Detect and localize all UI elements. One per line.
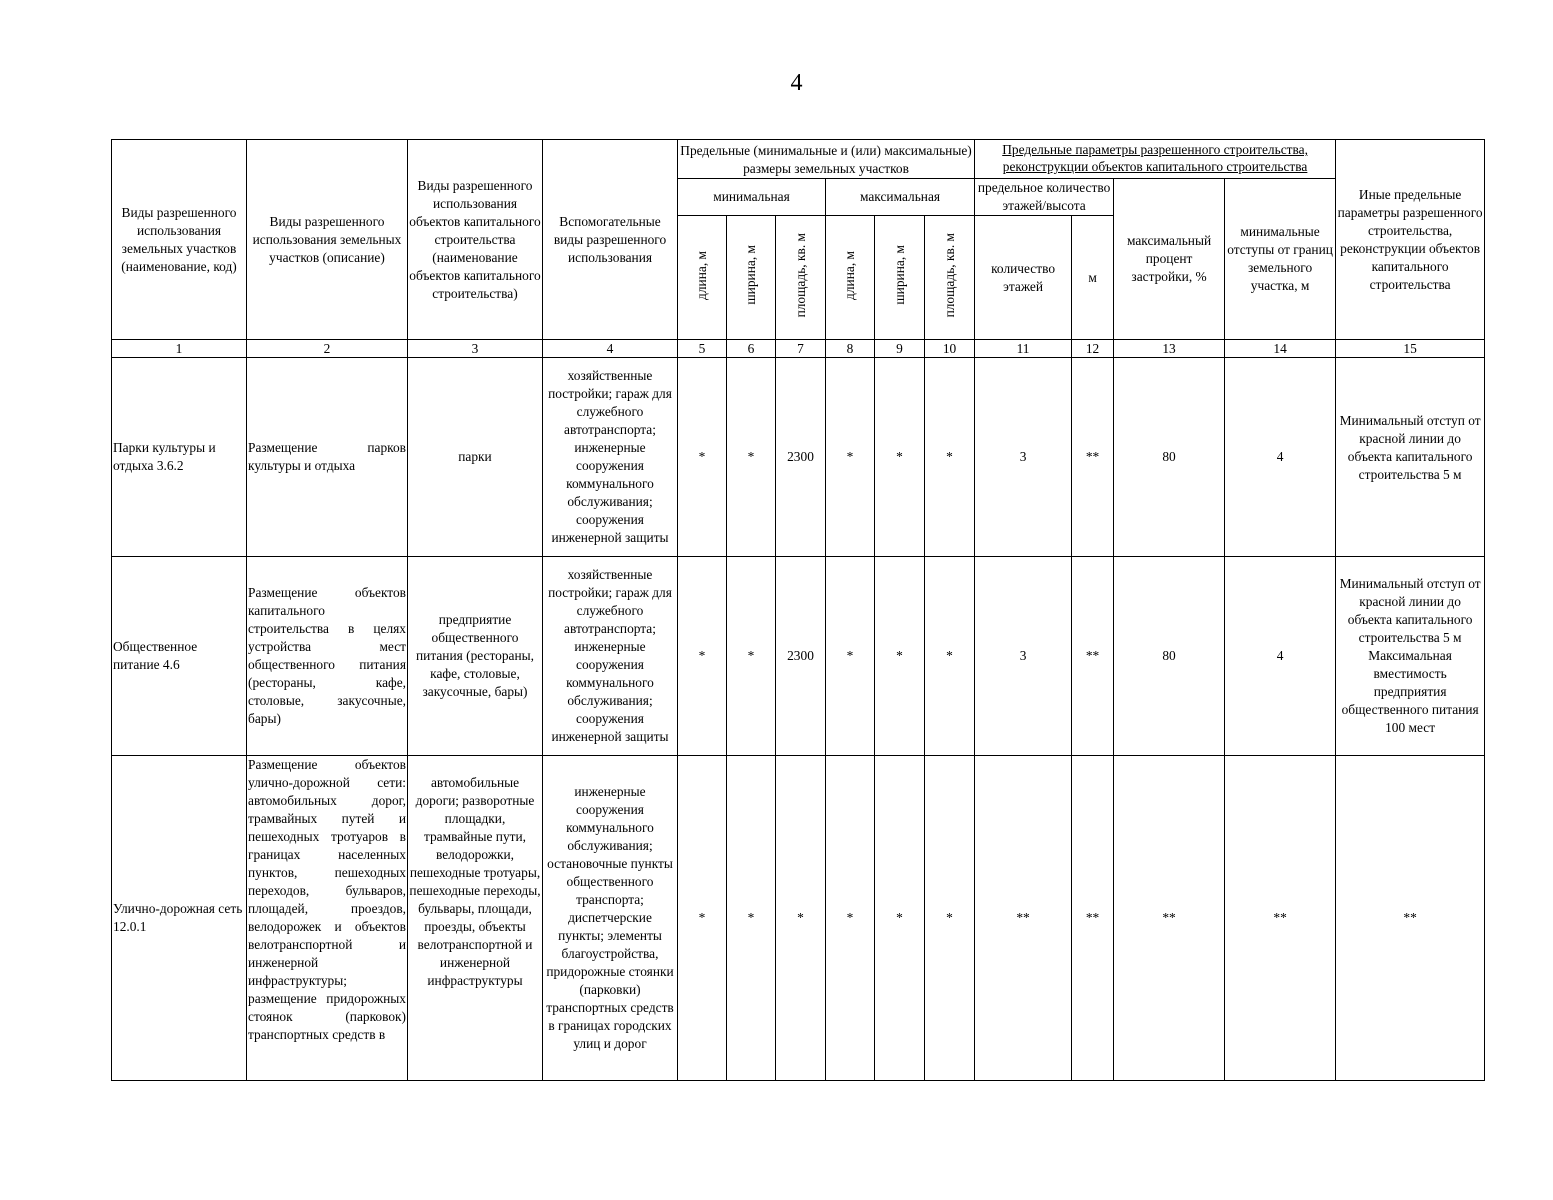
row-setbacks: 4 (1225, 358, 1336, 557)
row-landuse-description: Размещение парков культуры и отдыха (247, 358, 408, 557)
table-row (112, 557, 1485, 756)
column-number: 4 (543, 340, 678, 358)
row-max-width: * (875, 358, 925, 557)
column-number: 12 (1072, 340, 1114, 358)
table-row (112, 358, 1485, 557)
regulations-table (111, 139, 1485, 1081)
header-cell-minimum: минимальная (678, 179, 826, 216)
row-landuse-description: Размещение объектов улично-дорожной сети: автомобильных дорог, трамвайных путей и пешеходных тротуаров в границах населенных пунктов, пешеходных переходов, бульваров, площадей, проездов, велодорожек и объектов велотранспортной и инженерной инфраструктуры; размещение придорожных стоянок (парковок) транспортных средств в (247, 756, 408, 1081)
row-min-length: * (678, 756, 727, 1081)
header-cell-max-area (925, 216, 975, 340)
row-coverage: 80 (1114, 557, 1225, 756)
column-number: 7 (776, 340, 826, 358)
row-auxiliary-uses: хозяйственные постройки; гараж для служебного автотранспорта; инженерные сооружения коммунального обслуживания; сооружения инженерной защиты (543, 358, 678, 557)
row-height-m: ** (1072, 358, 1114, 557)
row-min-length: * (678, 358, 727, 557)
header-cell-floors: количество этажей (975, 216, 1072, 340)
column-number: 1 (112, 340, 247, 358)
table-row (112, 756, 1485, 1081)
row-min-area: 2300 (776, 557, 826, 756)
row-min-width: * (727, 557, 776, 756)
column-number: 15 (1336, 340, 1485, 358)
max-area-label: площадь, кв. м (941, 232, 957, 318)
column-number: 10 (925, 340, 975, 358)
row-landuse-description: Размещение объектов капитального строительства в целях устройства мест общественного питания (рестораны, кафе, столовые, закусочные, бары) (247, 557, 408, 756)
row-floors: 3 (975, 557, 1072, 756)
header-cell-setbacks: минимальные отступы от границ земельного участка, м (1225, 179, 1336, 340)
header-cell-max-length (826, 216, 875, 340)
row-max-area: * (925, 557, 975, 756)
row-floors: 3 (975, 358, 1072, 557)
row-max-length: * (826, 358, 875, 557)
row-max-length: * (826, 756, 875, 1081)
row-setbacks: 4 (1225, 557, 1336, 756)
row-height-m: ** (1072, 557, 1114, 756)
column-number-row (112, 340, 1485, 358)
row-other-limits: Минимальный отступ от красной линии до объекта капитального строительства 5 м Максимальная вместимость предприятия общественного питания 100 мест (1336, 557, 1485, 756)
column-number: 3 (408, 340, 543, 358)
header-cell-min-area (776, 216, 826, 340)
min-length-label: длина, м (694, 250, 709, 300)
header-cell-construction-limits: Предельные параметры разрешенного строительства, реконструкции объектов капитального строительства (975, 140, 1336, 179)
row-landuse-name: Парки культуры и отдыха 3.6.2 (112, 358, 247, 557)
max-length-label: длина, м (842, 250, 857, 300)
row-min-area: 2300 (776, 358, 826, 557)
row-landuse-name: Общественное питание 4.6 (112, 557, 247, 756)
column-number: 13 (1114, 340, 1225, 358)
column-number: 8 (826, 340, 875, 358)
row-coverage: 80 (1114, 358, 1225, 557)
row-max-width: * (875, 756, 925, 1081)
column-number: 5 (678, 340, 727, 358)
row-object-types: парки (408, 358, 543, 557)
row-max-area: * (925, 756, 975, 1081)
row-min-area: * (776, 756, 826, 1081)
row-other-limits: ** (1336, 756, 1485, 1081)
header-cell-other-limits: Иные предельные параметры разрешенного строительства, реконструкции объектов капитального строительства (1336, 140, 1485, 340)
row-coverage: ** (1114, 756, 1225, 1081)
row-max-length: * (826, 557, 875, 756)
row-height-m: ** (1072, 756, 1114, 1081)
column-number: 14 (1225, 340, 1336, 358)
row-max-width: * (875, 557, 925, 756)
row-setbacks: ** (1225, 756, 1336, 1081)
header-cell-max-width (875, 216, 925, 340)
header-cell-min-width (727, 216, 776, 340)
header-cell-plot-size-limits: Предельные (минимальные и (или) максимальные) размеры земельных участков (678, 140, 975, 179)
header-cell-auxiliary-uses: Вспомогательные виды разрешенного использования (543, 140, 678, 340)
row-object-types: автомобильные дороги; разворотные площадки, трамвайные пути, велодорожки, пешеходные тротуары, пешеходные переходы, бульвары, площади, проезды, объекты велотранспортной и инженерной инфраструктуры (408, 756, 543, 1081)
row-min-width: * (727, 358, 776, 557)
row-max-area: * (925, 358, 975, 557)
row-other-limits: Минимальный отступ от красной линии до объекта капитального строительства 5 м (1336, 358, 1485, 557)
column-number: 2 (247, 340, 408, 358)
row-auxiliary-uses: инженерные сооружения коммунального обслуживания; остановочные пункты общественного транспорта; диспетчерские пункты; элементы благоустройства, придорожные стоянки (парковки) транспортных средств в границах городских улиц и дорог (543, 756, 678, 1081)
header-cell-object-types: Виды разрешенного использования объектов капитального строительства (наименование объектов капитального строительства) (408, 140, 543, 340)
min-width-label: ширина, м (743, 245, 758, 305)
row-auxiliary-uses: хозяйственные постройки; гараж для служебного автотранспорта; инженерные сооружения коммунального обслуживания; сооружения инженерной защиты (543, 557, 678, 756)
row-floors: ** (975, 756, 1072, 1081)
min-area-label: площадь, кв. м (792, 232, 808, 318)
column-number: 9 (875, 340, 925, 358)
header-cell-coverage: максимальный процент застройки, % (1114, 179, 1225, 340)
header-cell-min-length (678, 216, 727, 340)
row-min-length: * (678, 557, 727, 756)
column-number: 6 (727, 340, 776, 358)
header-cell-height-m: м (1072, 216, 1114, 340)
header-cell-landuse-name: Виды разрешенного использования земельных участков (наименование, код) (112, 140, 247, 340)
page-number: 4 (790, 70, 803, 96)
max-width-label: ширина, м (891, 245, 907, 305)
row-min-width: * (727, 756, 776, 1081)
header-cell-landuse-description: Виды разрешенного использования земельных участков (описание) (247, 140, 408, 340)
row-object-types: предприятие общественного питания (рестораны, кафе, столовые, закусочные, бары) (408, 557, 543, 756)
header-cell-maximum: максимальная (826, 179, 975, 216)
column-number: 11 (975, 340, 1072, 358)
row-landuse-name: Улично-дорожная сеть 12.0.1 (112, 756, 247, 1081)
header-cell-floors-height: предельное количество этажей/высота (975, 179, 1114, 216)
